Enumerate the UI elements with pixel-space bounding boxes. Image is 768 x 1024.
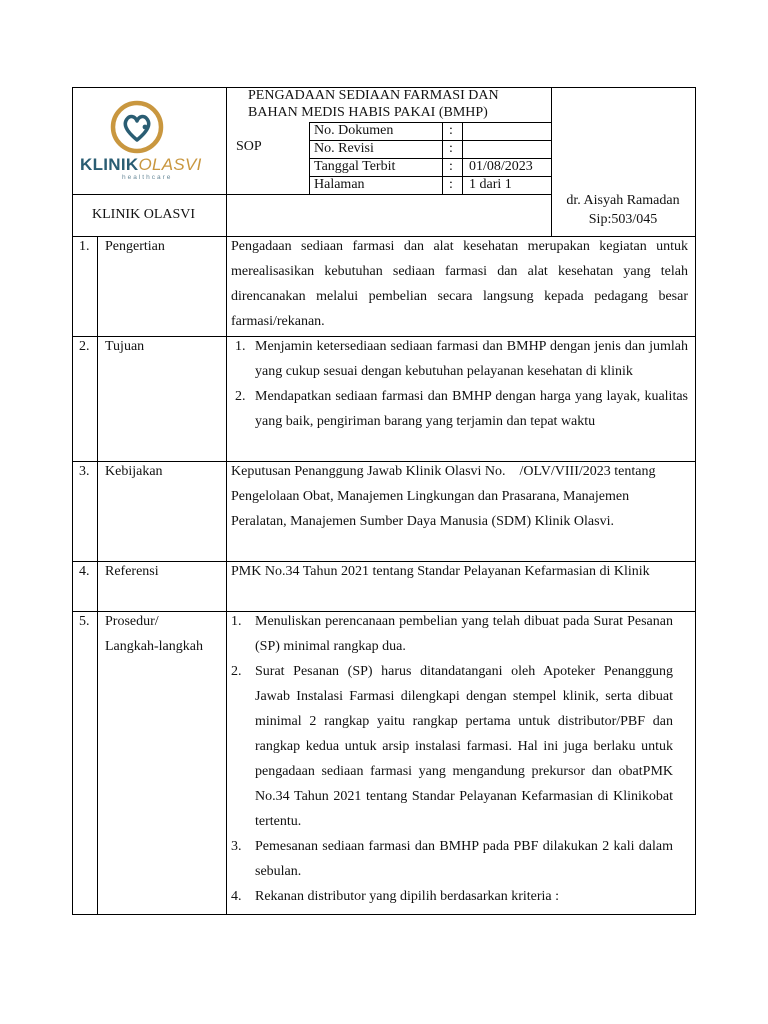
table-border-left (72, 87, 73, 915)
signer-sip: Sip:503/045 (588, 212, 658, 227)
logo-text-main: KLINIK (80, 155, 139, 174)
field-colon: : (449, 123, 453, 138)
table-border-right (695, 87, 696, 915)
field-value-page: 1 dari 1 (469, 177, 512, 192)
section-title-kebijakan: Kebijakan (105, 464, 163, 479)
clinic-name: KLINIK OLASVI (92, 207, 196, 222)
list-item (231, 834, 673, 884)
field-colon: : (449, 159, 453, 174)
section-content-kebijakan: Keputusan Penanggung Jawab Klinik Olasvi No. /OLV/VIII/2023 tentang Pengelolaan Obat, Manajemen Lingkungan dan Prasarana, Manajemen Peralatan, Manajemen Sumber Daya Manusia (SDM) Klinik Olasvi. (231, 464, 659, 529)
list-item-text: Menuliskan perencanaan pembelian yang telah dibuat pada Surat Pesanan (SP) minimal rangkap dua. (255, 614, 673, 654)
section-number: 5. (79, 614, 90, 629)
table-border-bottom (72, 914, 696, 915)
section-content-pengertian: Pengadaan sediaan farmasi dan alat kesehatan merupakan kegiatan untuk merealisasikan kebutuhan sediaan farmasi dan alat kesehatan yang telah direncanakan melalui pembelian secara langsung kepada pedagang besar farmasi/rekanan. (231, 239, 688, 329)
field-label-revision: No. Revisi (314, 141, 374, 156)
clinic-logo-icon (110, 100, 164, 154)
section-number: 1. (79, 239, 90, 254)
section-list-tujuan (235, 334, 688, 434)
section-title-referensi: Referensi (105, 564, 159, 579)
list-item-number: 2. (235, 389, 246, 404)
list-item-text: Surat Pesanan (SP) harus ditandatangani oleh Apoteker Penanggung Jawab Instalasi Farmasi dilengkapi dengan stempel klinik, serta dibuat minimal 2 rangkap yaitu rangkap pertama untuk distributor/PBF dan rangkap kedua untuk arsip instalasi farmasi. Hal ini juga berlaku untuk pengadaan sediaan farmasi yang mengandung prekursor dan obatPMK No.34 Tahun 2021 tentang Standar Pelayanan Kefarmasian di Klinikobat tertentu. (255, 664, 673, 829)
header-divider (226, 194, 551, 195)
section-number: 4. (79, 564, 90, 579)
list-item-number: 2. (231, 664, 242, 679)
field-colon: : (449, 141, 453, 156)
list-item-number: 4. (231, 889, 242, 904)
section-list-prosedur (231, 609, 673, 909)
field-label-issue-date: Tanggal Terbit (314, 159, 396, 174)
list-item (231, 659, 673, 834)
list-item (235, 334, 688, 384)
list-item-number: 1. (231, 614, 242, 629)
field-value-issue-date: 01/08/2023 (469, 159, 533, 174)
logo-text-accent: OLASVI (138, 155, 202, 174)
document-title-line2: BAHAN MEDIS HABIS PAKAI (BMHP) (248, 105, 488, 120)
list-item-number: 3. (231, 839, 242, 854)
clinic-logo-wordmark (80, 155, 202, 175)
signer-name: dr. Aisyah Ramadan (566, 193, 680, 208)
field-colon: : (449, 177, 453, 192)
list-item-number: 1. (235, 339, 246, 354)
sop-label: SOP (236, 139, 262, 154)
list-item-text: Rekanan distributor yang dipilih berdasarkan kriteria : (255, 889, 560, 904)
col-divider-number (97, 236, 98, 915)
list-item (231, 609, 673, 659)
section-number: 2. (79, 339, 90, 354)
logo-subtext: healthcare (122, 174, 173, 181)
col-divider-main (226, 87, 227, 915)
section-number: 3. (79, 464, 90, 479)
field-label-page: Halaman (314, 177, 365, 192)
list-item (235, 384, 688, 434)
section-content-referensi: PMK No.34 Tahun 2021 tentang Standar Pelayanan Kefarmasian di Klinik (231, 564, 650, 579)
list-item-text: Menjamin ketersediaan sediaan farmasi dan BMHP dengan jenis dan jumlah yang cukup sesuai dengan kebutuhan pelayanan kesehatan di klinik (255, 339, 688, 379)
section-title-tujuan: Tujuan (105, 339, 145, 354)
logo-divider (72, 194, 226, 195)
field-label-doc-no: No. Dokumen (314, 123, 394, 138)
section-title-pengertian: Pengertian (105, 239, 165, 254)
list-item-text: Pemesanan sediaan farmasi dan BMHP pada PBF dilakukan 2 kali dalam sebulan. (255, 839, 673, 879)
document-title-line1: PENGADAAN SEDIAAN FARMASI DAN (248, 88, 499, 103)
section-title-prosedur-line1: Prosedur/ (105, 614, 159, 629)
list-item-text: Mendapatkan sediaan farmasi dan BMHP dengan harga yang layak, kualitas yang baik, pengiriman barang yang terjamin dan tepat waktu (255, 389, 688, 429)
section-title-prosedur-line2: Langkah-langkah (105, 639, 203, 654)
list-item (231, 884, 673, 909)
